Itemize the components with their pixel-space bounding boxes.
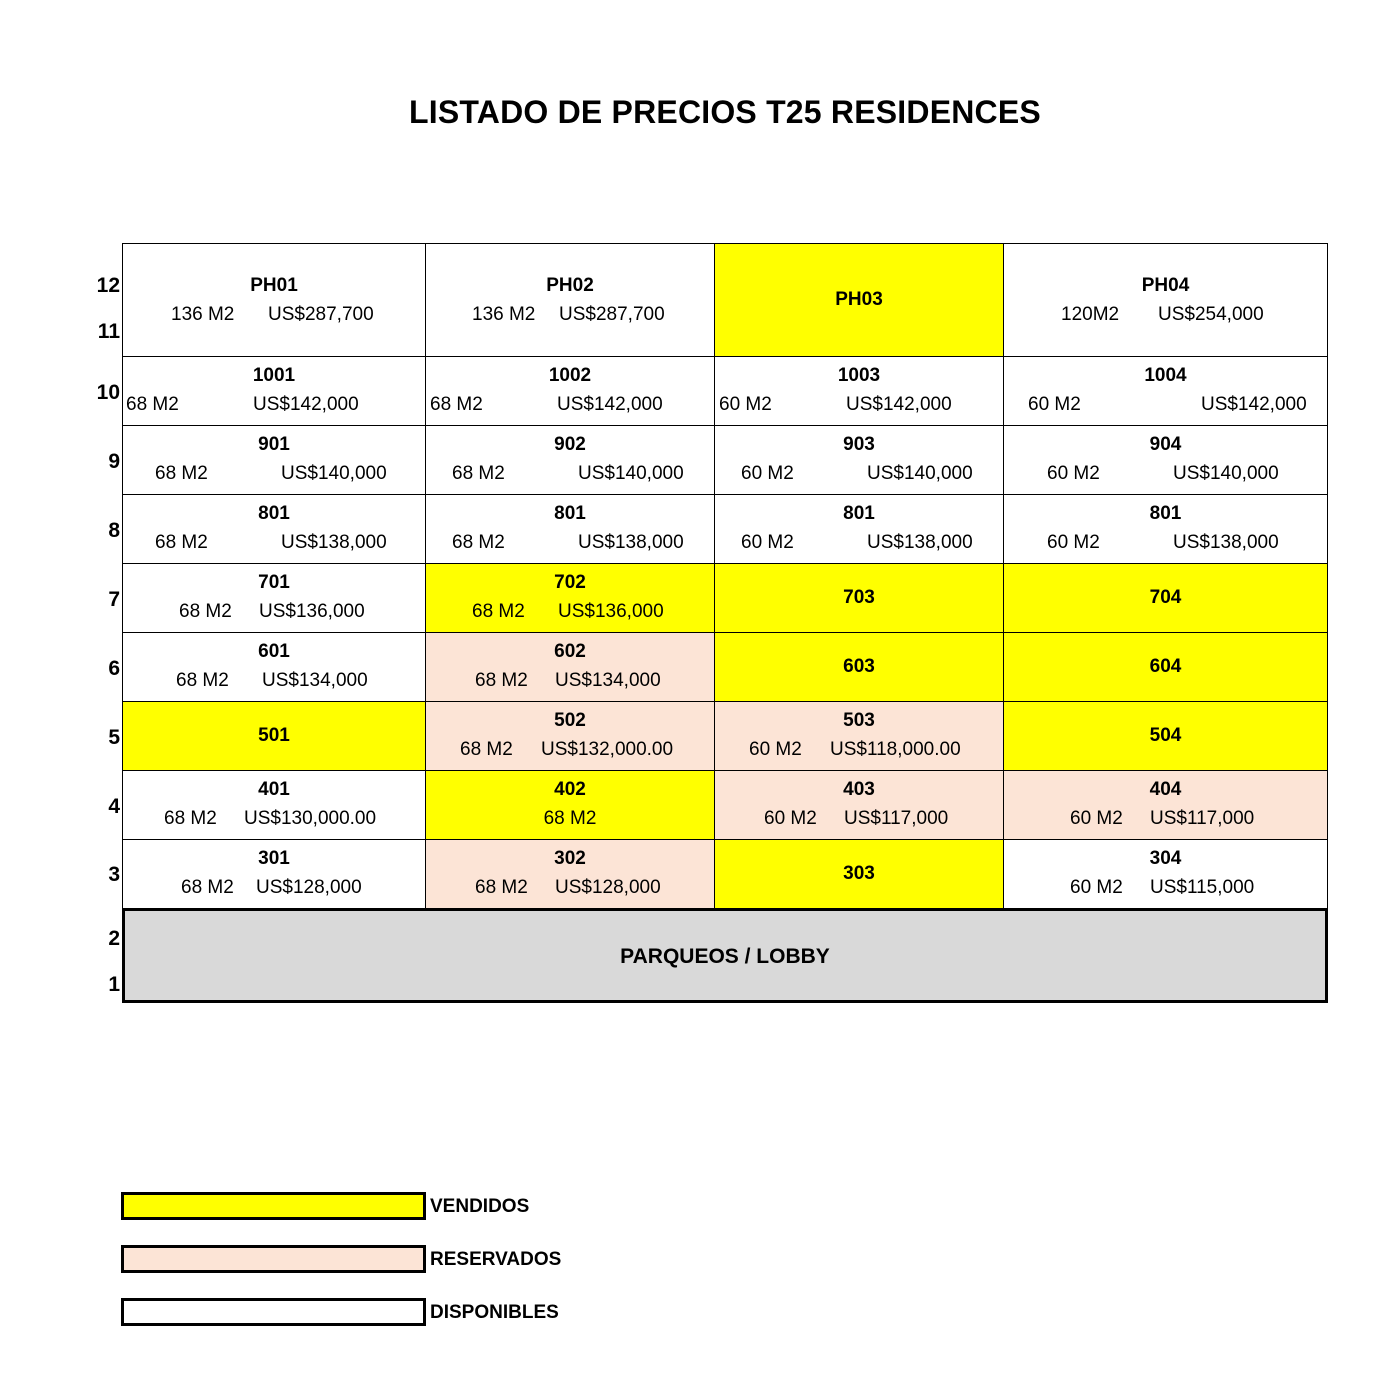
unit-price: US$115,000 bbox=[1150, 877, 1255, 898]
unit-price: US$287,700 bbox=[559, 304, 665, 325]
parking-lobby-label: PARQUEOS / LOBBY bbox=[620, 945, 830, 968]
unit-number: 403 bbox=[843, 779, 875, 800]
unit-cell bbox=[425, 770, 715, 840]
unit-cell bbox=[714, 632, 1004, 702]
unit-number: 302 bbox=[554, 848, 586, 869]
unit-price: US$117,000 bbox=[844, 808, 949, 829]
unit-number: PH02 bbox=[546, 275, 594, 296]
unit-number: 703 bbox=[843, 587, 875, 608]
unit-area: 68 M2 bbox=[181, 877, 234, 898]
unit-number: 1001 bbox=[252, 365, 296, 386]
unit-number: 301 bbox=[258, 848, 290, 869]
unit-number: 701 bbox=[258, 572, 290, 593]
legend-label: RESERVADOS bbox=[430, 1249, 562, 1270]
unit-area: 60 M2 bbox=[764, 808, 817, 829]
unit-price: US$138,000 bbox=[867, 532, 973, 553]
unit-number: 1004 bbox=[1144, 365, 1187, 386]
unit-area: 68 M2 bbox=[176, 670, 229, 691]
unit-area: 60 M2 bbox=[1047, 532, 1100, 553]
unit-cell bbox=[425, 356, 715, 426]
unit-cell bbox=[425, 494, 715, 564]
unit-area: 68 M2 bbox=[472, 601, 525, 622]
unit-number: 502 bbox=[554, 710, 586, 731]
unit-number: 801 bbox=[1149, 503, 1182, 524]
unit-number: 503 bbox=[843, 710, 875, 731]
unit-price: US$140,000 bbox=[867, 463, 973, 484]
unit-area: 60 M2 bbox=[719, 394, 772, 415]
unit-area: 68 M2 bbox=[430, 394, 483, 415]
unit-number: 1002 bbox=[548, 365, 592, 386]
unit-number: 801 bbox=[843, 503, 875, 524]
unit-number: 902 bbox=[554, 434, 586, 455]
parking-lobby-block bbox=[122, 908, 1328, 1003]
floor-label: 4 bbox=[108, 795, 120, 818]
floor-label: 3 bbox=[108, 863, 120, 886]
unit-cell bbox=[122, 770, 426, 840]
unit-price: US$140,000 bbox=[578, 463, 684, 484]
unit-cell bbox=[1003, 494, 1328, 564]
unit-number: 801 bbox=[258, 503, 290, 524]
legend-label: DISPONIBLES bbox=[430, 1302, 559, 1323]
unit-number: 1003 bbox=[837, 365, 881, 386]
unit-cell bbox=[122, 425, 426, 495]
legend-label: VENDIDOS bbox=[430, 1196, 530, 1217]
legend-swatch-vendido bbox=[121, 1192, 426, 1220]
unit-price: US$254,000 bbox=[1158, 304, 1264, 325]
unit-price: US$138,000 bbox=[578, 532, 684, 553]
unit-price: US$287,700 bbox=[268, 304, 374, 325]
unit-price: US$142,000 bbox=[846, 394, 952, 415]
unit-cell bbox=[714, 839, 1004, 909]
unit-area: 120M2 bbox=[1061, 304, 1120, 325]
unit-cell bbox=[1003, 770, 1328, 840]
unit-area: 68 M2 bbox=[460, 739, 513, 760]
unit-area: 60 M2 bbox=[1070, 877, 1123, 898]
unit-cell bbox=[122, 243, 426, 357]
unit-number: 702 bbox=[554, 572, 586, 593]
unit-number: 501 bbox=[258, 725, 290, 746]
unit-number: 704 bbox=[1149, 587, 1182, 608]
unit-area: 60 M2 bbox=[741, 532, 794, 553]
unit-cell bbox=[122, 563, 426, 633]
unit-price: US$142,000 bbox=[557, 394, 663, 415]
floor-label: 2 bbox=[108, 927, 120, 950]
unit-cell bbox=[425, 425, 715, 495]
unit-cell bbox=[122, 701, 426, 771]
unit-area: 68 M2 bbox=[475, 877, 528, 898]
unit-number: 604 bbox=[1149, 656, 1182, 677]
unit-cell bbox=[714, 770, 1004, 840]
floor-label: 1 bbox=[108, 973, 120, 996]
floor-label: 7 bbox=[108, 588, 120, 611]
unit-number: 404 bbox=[1149, 779, 1182, 800]
unit-number: 504 bbox=[1149, 725, 1182, 746]
unit-number: 801 bbox=[554, 503, 586, 524]
unit-area: 136 M2 bbox=[171, 304, 235, 325]
unit-cell bbox=[425, 701, 715, 771]
unit-area: 60 M2 bbox=[749, 739, 802, 760]
unit-number: 601 bbox=[258, 641, 290, 662]
unit-cell bbox=[1003, 839, 1328, 909]
unit-number: 401 bbox=[258, 779, 290, 800]
unit-price: US$117,000 bbox=[1150, 808, 1255, 829]
unit-price: US$136,000 bbox=[558, 601, 664, 622]
unit-price: US$128,000 bbox=[555, 877, 661, 898]
unit-area: 60 M2 bbox=[1028, 394, 1081, 415]
unit-cell bbox=[714, 243, 1004, 357]
legend-swatch-disponible bbox=[121, 1298, 426, 1326]
unit-cell bbox=[714, 494, 1004, 564]
unit-area: 68 M2 bbox=[452, 532, 505, 553]
unit-number: 603 bbox=[843, 656, 875, 677]
unit-number: 901 bbox=[258, 434, 290, 455]
floor-label: 5 bbox=[108, 726, 120, 749]
unit-number: PH01 bbox=[250, 275, 298, 296]
floor-label: 9 bbox=[108, 450, 120, 473]
unit-price: US$142,000 bbox=[253, 394, 359, 415]
unit-price: US$138,000 bbox=[281, 532, 387, 553]
unit-cell bbox=[122, 839, 426, 909]
unit-price: US$134,000 bbox=[555, 670, 661, 691]
unit-number: 602 bbox=[554, 641, 586, 662]
unit-area: 60 M2 bbox=[1070, 808, 1123, 829]
unit-area: 68 M2 bbox=[126, 394, 179, 415]
floor-label: 12 bbox=[96, 274, 120, 297]
unit-cell bbox=[714, 563, 1004, 633]
floor-label: 11 bbox=[97, 320, 120, 343]
unit-price: US$140,000 bbox=[281, 463, 387, 484]
unit-area: 68 M2 bbox=[164, 808, 217, 829]
unit-cell bbox=[122, 356, 426, 426]
unit-number: PH03 bbox=[835, 289, 883, 310]
unit-cell bbox=[1003, 563, 1328, 633]
unit-area: 68 M2 bbox=[155, 463, 208, 484]
unit-cell bbox=[1003, 243, 1328, 357]
unit-price: US$128,000 bbox=[256, 877, 362, 898]
unit-price: US$134,000 bbox=[262, 670, 368, 691]
unit-number: 903 bbox=[843, 434, 875, 455]
unit-cell bbox=[1003, 425, 1328, 495]
unit-cell bbox=[425, 839, 715, 909]
unit-price: US$132,000.00 bbox=[541, 739, 674, 760]
unit-cell bbox=[714, 701, 1004, 771]
unit-price: US$136,000 bbox=[259, 601, 365, 622]
unit-area: 68 M2 bbox=[452, 463, 505, 484]
unit-cell bbox=[1003, 701, 1328, 771]
unit-area: 68 M2 bbox=[475, 670, 528, 691]
unit-cell bbox=[122, 494, 426, 564]
unit-cell bbox=[1003, 356, 1328, 426]
unit-price: US$138,000 bbox=[1173, 532, 1279, 553]
unit-area: 60 M2 bbox=[1047, 463, 1100, 484]
unit-number: 304 bbox=[1149, 848, 1182, 869]
unit-price: US$118,000.00 bbox=[830, 739, 961, 760]
unit-cell bbox=[714, 425, 1004, 495]
floor-label: 6 bbox=[108, 657, 120, 680]
unit-area: 60 M2 bbox=[741, 463, 794, 484]
unit-cell bbox=[714, 356, 1004, 426]
legend-swatch-reservado bbox=[121, 1245, 426, 1273]
unit-cell bbox=[1003, 632, 1328, 702]
unit-area: 136 M2 bbox=[472, 304, 536, 325]
unit-number: PH04 bbox=[1141, 275, 1190, 296]
unit-price: US$140,000 bbox=[1173, 463, 1279, 484]
unit-cell bbox=[425, 563, 715, 633]
page-title: LISTADO DE PRECIOS T25 RESIDENCES bbox=[409, 94, 1041, 130]
unit-cell bbox=[122, 632, 426, 702]
unit-price: US$142,000 bbox=[1201, 394, 1307, 415]
unit-cell bbox=[425, 632, 715, 702]
unit-area: 68 M2 bbox=[179, 601, 232, 622]
unit-area: 68 M2 bbox=[543, 808, 597, 829]
unit-price: US$130,000.00 bbox=[244, 808, 377, 829]
unit-number: 303 bbox=[843, 863, 875, 884]
unit-number: 402 bbox=[554, 779, 586, 800]
floor-label: 8 bbox=[108, 519, 120, 542]
floor-label: 10 bbox=[96, 381, 120, 404]
unit-cell bbox=[425, 243, 715, 357]
unit-number: 904 bbox=[1149, 434, 1182, 455]
unit-area: 68 M2 bbox=[155, 532, 208, 553]
